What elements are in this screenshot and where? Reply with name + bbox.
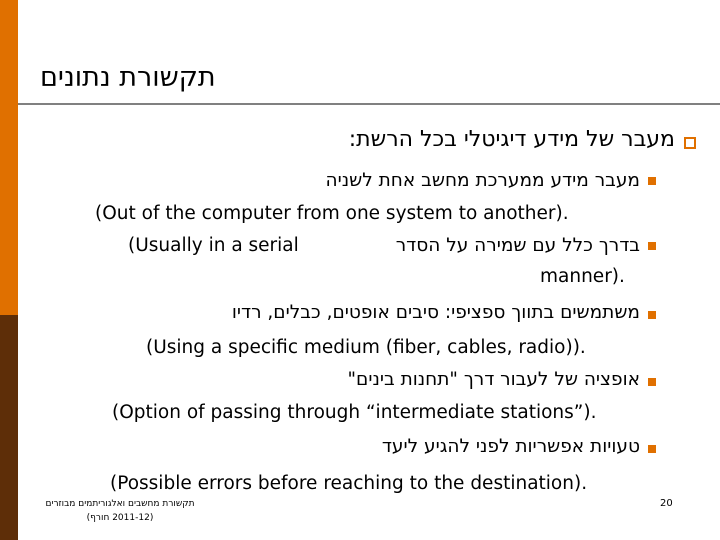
main-point: מעבר של מידע דיגיטלי בכל הרשת: (348, 127, 675, 152)
bullet-icon (648, 378, 656, 386)
square-bullet-icon (684, 137, 696, 149)
bullet-icon (648, 242, 656, 250)
slide-number: 20 (660, 498, 673, 509)
bullet-4-hebrew: אופציה של לעבור דרך "תחנות בינים" (347, 369, 640, 390)
bullet-5-english: (Possible errors before reaching to the destination). (110, 473, 588, 494)
bullet-5-hebrew: טעויות אפשריות לפני להגיע ליעד (381, 436, 640, 457)
slide-title: תקשורת נתונים (40, 62, 216, 93)
bullet-icon (648, 177, 656, 185)
bullet-icon (648, 445, 656, 453)
footer-course: תקשורת מחשבים ואלגוריתמים מבוזרים (45, 499, 195, 509)
bullet-3-hebrew: משתמשים בתווך ספציפי: סיבים אופטים, כבלים, רדיו (231, 302, 640, 323)
bullet-2-english-a: (Usually in a serial (128, 235, 299, 256)
bullet-2-hebrew: בדרך כלל עם שמירה על הסדר (395, 235, 640, 256)
bullet-1-english: (Out of the computer from one system to another). (95, 203, 569, 224)
bullet-icon (648, 311, 656, 319)
title-divider (18, 103, 720, 105)
sidebar-accent-bar (0, 0, 18, 315)
bullet-1-hebrew: מעבר מידע ממערכת מחשב אחת לשניה (325, 170, 640, 191)
bullet-3-english: (Using a specific medium (fiber, cables, radio)). (146, 337, 586, 358)
footer-term: (2011-12 חורף) (86, 513, 154, 523)
footer (30, 497, 210, 525)
bullet-2-english-b: manner). (540, 266, 625, 287)
bullet-4-english: (Option of passing through “intermediate stations”). (112, 402, 597, 423)
